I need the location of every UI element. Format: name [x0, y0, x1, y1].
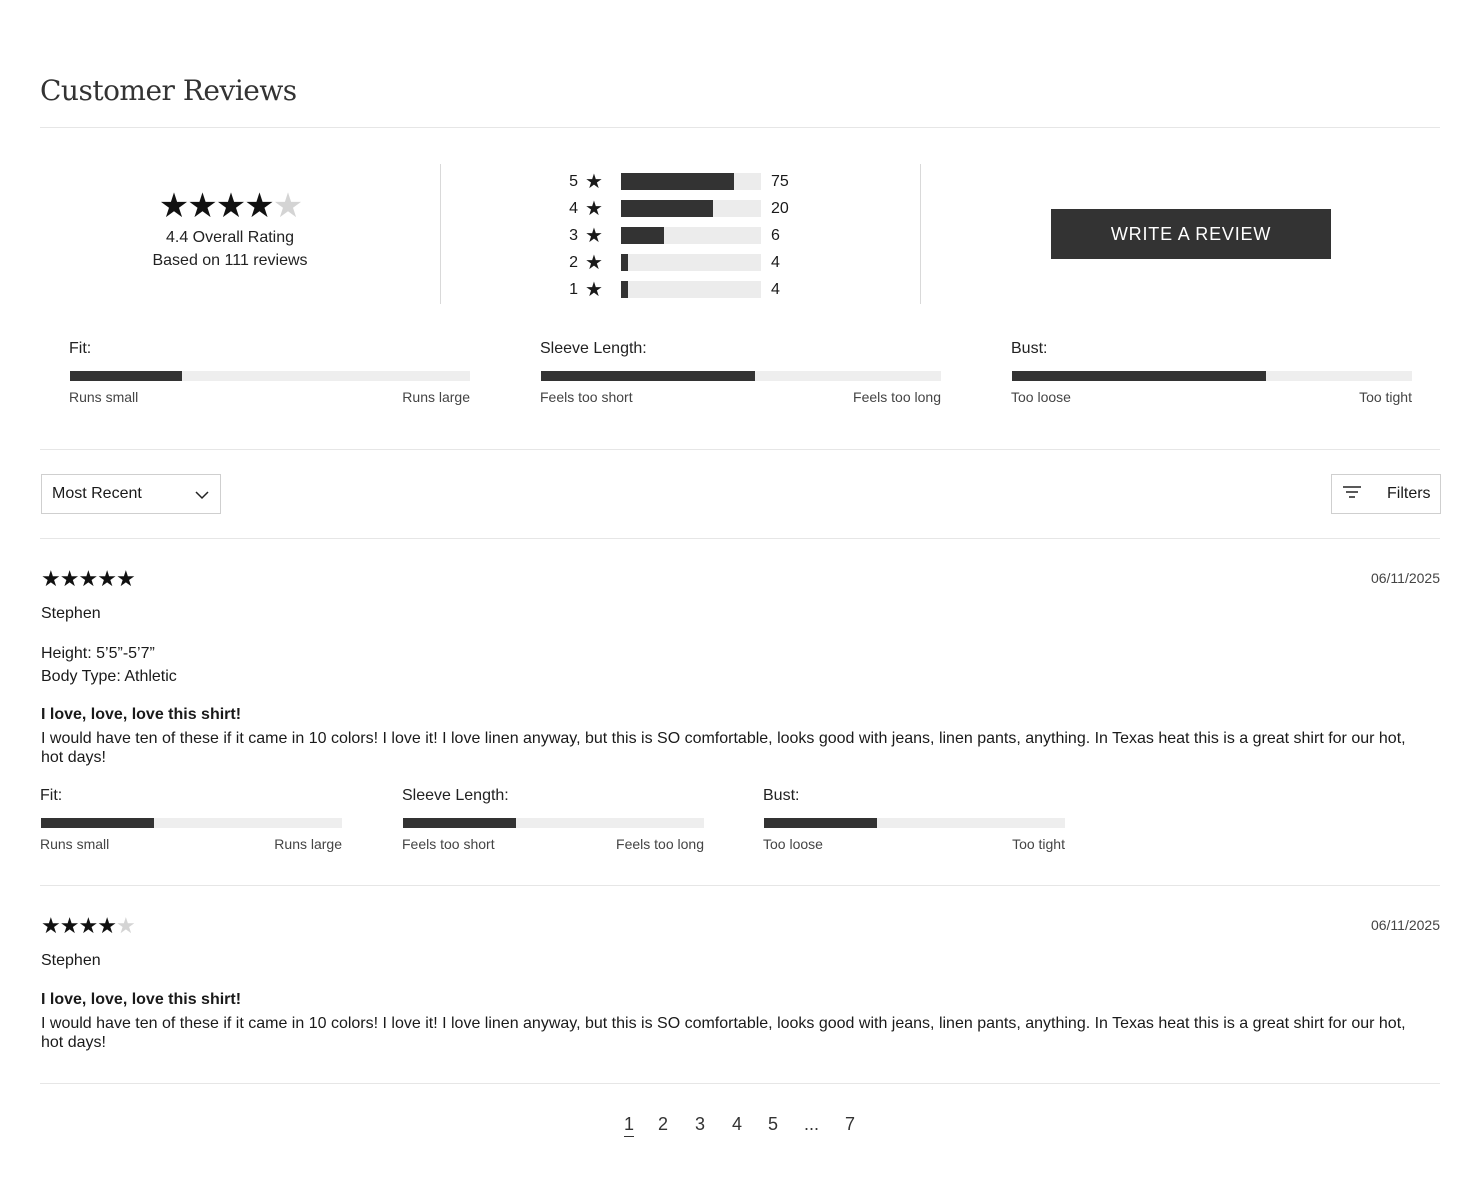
- star-filled-icon: ★: [41, 913, 60, 938]
- histogram-count: 4: [771, 280, 780, 298]
- histogram-bar: [621, 173, 761, 190]
- page-link-5[interactable]: 5: [768, 1114, 779, 1134]
- star-filled-icon: ★: [187, 187, 216, 225]
- review-author: Stephen: [41, 605, 101, 622]
- meter-track: [764, 818, 1065, 828]
- sort-value: Most Recent: [52, 485, 142, 502]
- meter-label: Sleeve Length:: [540, 340, 647, 357]
- histogram-bar-fill: [621, 200, 713, 217]
- meter-high-label: Runs large: [274, 836, 342, 852]
- star-filled-icon: ★: [244, 187, 273, 225]
- histogram-star-number: 1: [569, 280, 578, 298]
- meter-low-label: Too loose: [1011, 389, 1071, 405]
- meter-track: [41, 818, 342, 828]
- overall-stars: [40, 186, 420, 226]
- review-count-text: Based on 111 reviews: [152, 252, 308, 269]
- review-body: I would have ten of these if it came in 10 colors! I love it! I love linen anyway, but this is SO comfortable, looks good with jeans, linen pants, anything. In Texas heat this is a great shirt for our hot, hot days!: [41, 1015, 1406, 1051]
- page-link-1[interactable]: 1: [624, 1114, 634, 1137]
- chevron-down-icon: [194, 487, 210, 508]
- histogram-bar: [621, 254, 761, 271]
- review-item: [41, 913, 1440, 1063]
- meter-fill: [70, 371, 182, 381]
- divider: [40, 127, 1440, 128]
- star-icon: ★: [585, 225, 603, 247]
- histogram-count: 4: [771, 253, 780, 271]
- divider: [40, 885, 1440, 886]
- star-filled-icon: ★: [158, 187, 188, 225]
- divider: [40, 538, 1440, 539]
- fit-meter: [540, 340, 941, 405]
- meter-label: Fit:: [69, 340, 92, 357]
- divider: [440, 164, 441, 304]
- filter-icon: [1342, 485, 1362, 504]
- star-empty-icon: ★: [115, 913, 135, 938]
- fit-meter: [1011, 340, 1412, 405]
- divider: [40, 1083, 1440, 1084]
- histogram-row-3[interactable]: [560, 222, 789, 249]
- page-link-2[interactable]: 2: [658, 1114, 669, 1134]
- meter-label: Sleeve Length:: [402, 787, 509, 804]
- sort-dropdown[interactable]: [41, 474, 221, 514]
- rating-histogram: [560, 168, 789, 303]
- meter-high-label: Feels too long: [853, 389, 941, 405]
- overall-rating: [40, 186, 420, 272]
- star-empty-icon: ★: [272, 187, 302, 225]
- page-link-3[interactable]: 3: [695, 1114, 706, 1134]
- star-filled-icon: ★: [78, 913, 98, 938]
- histogram-star-number: 2: [569, 253, 578, 271]
- filters-label: Filters: [1387, 485, 1431, 502]
- histogram-bar-fill: [621, 254, 628, 271]
- meter-low-label: Runs small: [69, 389, 139, 405]
- star-filled-icon: ★: [115, 566, 135, 591]
- divider: [920, 164, 921, 304]
- meter-fill: [541, 371, 755, 381]
- fit-meter: [40, 787, 342, 852]
- meter-label: Bust:: [763, 787, 800, 804]
- histogram-row-2[interactable]: [560, 249, 789, 276]
- meter-low-label: Feels too short: [540, 389, 633, 405]
- fit-meter: [763, 787, 1065, 852]
- histogram-count: 20: [771, 199, 789, 217]
- star-icon: ★: [585, 279, 603, 301]
- review-date: 06/11/2025: [1370, 917, 1440, 933]
- pagination-ellipsis: ...: [804, 1114, 820, 1134]
- star-filled-icon: ★: [215, 187, 245, 225]
- overall-rating-text: 4.4 Overall Rating: [165, 229, 295, 246]
- page-link-7[interactable]: 7: [845, 1114, 856, 1134]
- review-height: Height: 5’5”-5’7”: [41, 645, 155, 662]
- histogram-bar: [621, 200, 761, 217]
- star-filled-icon: ★: [97, 566, 116, 591]
- histogram-bar: [621, 227, 761, 244]
- review-title: I love, love, love this shirt!: [41, 991, 242, 1008]
- histogram-bar-fill: [621, 281, 628, 298]
- divider: [40, 449, 1440, 450]
- review-title: I love, love, love this shirt!: [41, 706, 242, 723]
- star-filled-icon: ★: [59, 913, 79, 938]
- meter-track: [541, 371, 941, 381]
- star-filled-icon: ★: [78, 566, 98, 591]
- star-icon: ★: [585, 252, 603, 274]
- review-stars: [41, 566, 1440, 592]
- review-body-type: Body Type: Athletic: [41, 668, 177, 685]
- write-review-button[interactable]: WRITE A REVIEW: [1051, 209, 1331, 259]
- meter-high-label: Too tight: [1012, 836, 1065, 852]
- histogram-star-number: 3: [569, 226, 578, 244]
- meter-high-label: Feels too long: [616, 836, 704, 852]
- page-link-4[interactable]: 4: [732, 1114, 743, 1134]
- star-filled-icon: ★: [97, 913, 116, 938]
- meter-track: [70, 371, 470, 381]
- histogram-row-1[interactable]: [560, 276, 789, 303]
- histogram-count: 75: [771, 172, 789, 190]
- star-icon: ★: [585, 198, 603, 220]
- histogram-star-number: 5: [569, 172, 578, 190]
- histogram-star-number: 4: [569, 199, 578, 217]
- histogram-row-4[interactable]: [560, 195, 789, 222]
- meter-fill: [403, 818, 516, 828]
- meter-fill: [764, 818, 877, 828]
- meter-fill: [1012, 371, 1266, 381]
- histogram-bar-fill: [621, 227, 664, 244]
- filters-button[interactable]: [1331, 474, 1441, 514]
- meter-track: [403, 818, 704, 828]
- meter-low-label: Runs small: [40, 836, 110, 852]
- meter-label: Fit:: [40, 787, 63, 804]
- histogram-bar: [621, 281, 761, 298]
- fit-meter: [69, 340, 470, 405]
- histogram-row-5[interactable]: [560, 168, 789, 195]
- star-filled-icon: ★: [59, 566, 79, 591]
- meter-track: [1012, 371, 1412, 381]
- meter-low-label: Too loose: [763, 836, 823, 852]
- page-title: Customer Reviews: [40, 74, 297, 107]
- histogram-count: 6: [771, 226, 780, 244]
- meter-fill: [41, 818, 154, 828]
- meter-label: Bust:: [1011, 340, 1048, 357]
- review-author: Stephen: [41, 952, 101, 969]
- review-body: I would have ten of these if it came in 10 colors! I love it! I love linen anyway, but this is SO comfortable, looks good with jeans, linen pants, anything. In Texas heat this is a great shirt for our hot, hot days!: [41, 730, 1406, 766]
- star-icon: ★: [585, 171, 603, 193]
- meter-low-label: Feels too short: [402, 836, 495, 852]
- histogram-bar-fill: [621, 173, 734, 190]
- star-filled-icon: ★: [41, 566, 60, 591]
- review-date: 06/11/2025: [1370, 570, 1440, 586]
- review-stars: [41, 913, 1440, 939]
- meter-high-label: Runs large: [402, 389, 470, 405]
- fit-meter: [402, 787, 704, 852]
- meter-high-label: Too tight: [1359, 389, 1412, 405]
